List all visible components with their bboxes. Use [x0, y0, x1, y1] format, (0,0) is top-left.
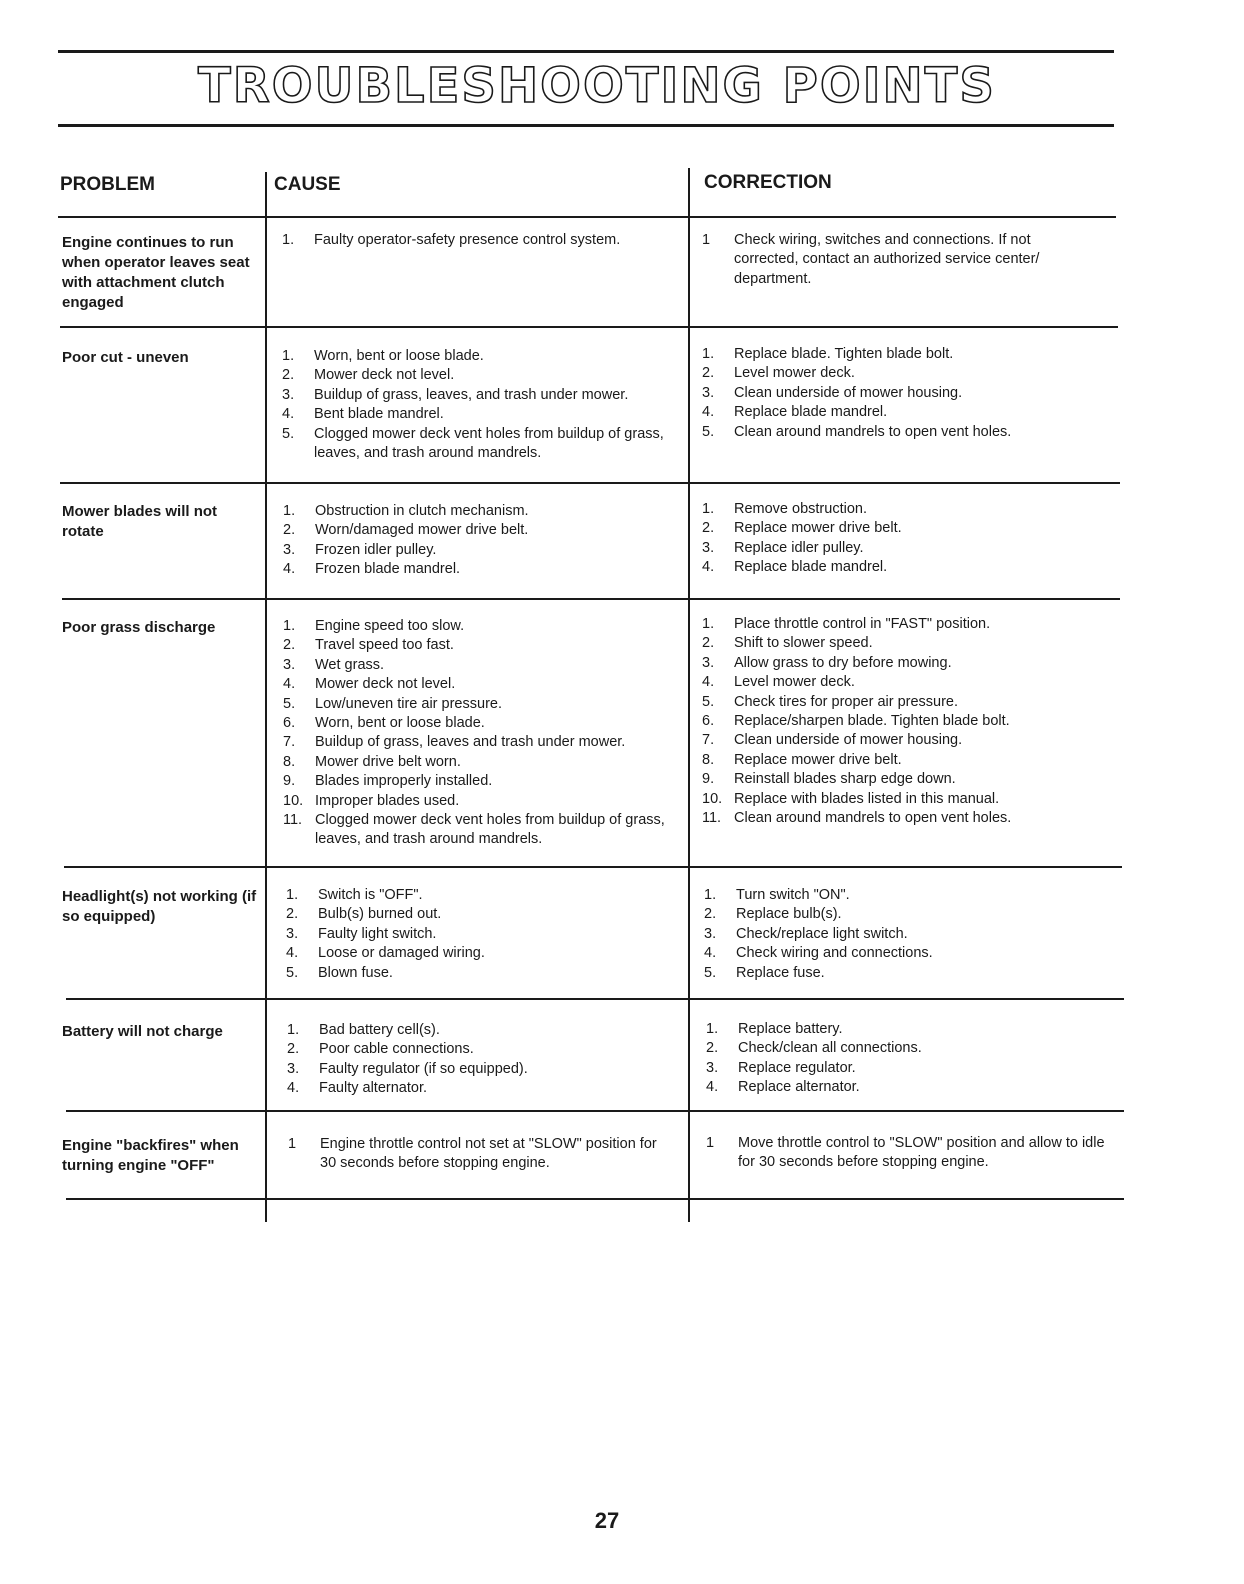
cause-item: 1. Bad battery cell(s).: [287, 1022, 440, 1038]
cause-item: 2. Worn/damaged mower drive belt.: [283, 522, 529, 539]
table-bottom-rule: [66, 1198, 1124, 1200]
correction-list: [706, 1020, 1106, 1098]
cause-item: 5. Blown fuse.: [286, 964, 393, 981]
title-top-rule: [58, 50, 1114, 53]
correction-item: 1. Remove obstruction.: [702, 501, 867, 517]
cause-item: 4. Faulty alternator.: [287, 1080, 427, 1097]
cause-item: 3. Wet grass.: [283, 656, 385, 673]
correction-item: 4. Replace blade mandrel.: [702, 404, 888, 421]
cause-item: 4. Bent blade mandrel.: [282, 406, 444, 423]
correction-item: 10. Replace with blades listed in this manual.: [702, 790, 1000, 807]
correction-item: 2. Check/clean all connections.: [706, 1040, 922, 1057]
problem-headlights: Headlight(s) not working (if so equipped): [62, 888, 257, 925]
cause-item: 1 Engine throttle control not set at "SLOW" position for 30 seconds before stopping engine.: [288, 1136, 657, 1172]
problem-battery: Battery will not charge: [62, 1023, 223, 1040]
correction-list: [702, 345, 1102, 442]
cause-item: 2. Travel speed too fast.: [283, 637, 454, 654]
cause-column-divider: [265, 172, 267, 1222]
correction-list: [702, 231, 1082, 289]
cause-list: [283, 502, 668, 580]
correction-item: 9. Reinstall blades sharp edge down.: [702, 771, 956, 788]
cause-item: 5. Low/uneven tire air pressure.: [283, 695, 502, 712]
cause-item: 1. Engine speed too slow.: [283, 618, 465, 634]
correction-item: 3. Clean underside of mower housing.: [702, 384, 963, 401]
cause-item: 3. Frozen idler pulley.: [283, 541, 437, 558]
title-bottom-rule: [58, 124, 1114, 127]
cause-item: 3. Buildup of grass, leaves, and trash under mower.: [282, 386, 629, 403]
header-problem: PROBLEM: [60, 174, 155, 195]
page-title: TROUBLESHOOTING POINTS: [197, 58, 996, 114]
cause-item: 8. Mower drive belt worn.: [283, 753, 461, 770]
correction-item: 4. Replace alternator.: [706, 1079, 860, 1096]
problem-blades-not-rotate: Mower blades will not rotate: [62, 503, 218, 540]
correction-item: 6. Replace/sharpen blade. Tighten blade bolt.: [702, 713, 1010, 730]
correction-item: 3. Replace regulator.: [706, 1059, 856, 1076]
correction-item: 11. Clean around mandrels to open vent holes.: [702, 810, 1012, 827]
cause-item: 9. Blades improperly installed.: [283, 773, 493, 790]
problem-engine-continues: Engine continues to run when operator leaves seat with attachment clutch engaged: [62, 234, 250, 311]
cause-item: 1. Obstruction in clutch mechanism.: [283, 503, 529, 519]
problem-poor-grass-discharge: Poor grass discharge: [62, 619, 216, 636]
cause-item: 1. Faulty operator-safety presence control system.: [282, 232, 621, 248]
problem-poor-cut: Poor cut - uneven: [62, 349, 189, 366]
correction-item: 1 Check wiring, switches and connections. If not corrected, contact an authorized service center/ department.: [702, 232, 1040, 287]
row-separator: [64, 866, 1122, 868]
correction-item: 1 Move throttle control to "SLOW" position and allow to idle for 30 seconds before stopping engine.: [706, 1135, 1105, 1171]
cause-item: 3. Faulty light switch.: [286, 925, 437, 942]
cause-item: 1. Worn, bent or loose blade.: [282, 348, 484, 364]
correction-item: 1. Replace battery.: [706, 1021, 843, 1037]
header-cause: CAUSE: [274, 174, 341, 195]
cause-list: [288, 1135, 673, 1174]
correction-item: 2. Replace bulb(s).: [704, 906, 842, 923]
correction-item: 3. Check/replace light switch.: [704, 925, 908, 942]
cause-item: 2. Mower deck not level.: [282, 367, 455, 384]
cause-item: 4. Frozen blade mandrel.: [283, 561, 461, 578]
cause-list: [282, 231, 682, 250]
correction-item: 2. Replace mower drive belt.: [702, 520, 902, 537]
correction-item: 3. Allow grass to dry before mowing.: [702, 654, 952, 671]
correction-item: 7. Clean underside of mower housing.: [702, 732, 963, 749]
correction-item: 1. Place throttle control in "FAST" position.: [702, 616, 991, 632]
row-separator: [60, 482, 1120, 484]
correction-item: 1. Replace blade. Tighten blade bolt.: [702, 346, 954, 362]
problem-backfires: Engine "backfires" when turning engine "OFF": [62, 1137, 239, 1174]
row-separator: [60, 326, 1118, 328]
correction-item: 1. Turn switch "ON".: [704, 887, 850, 903]
correction-list: [702, 615, 1112, 828]
correction-item: 5. Replace fuse.: [704, 964, 825, 981]
correction-item: 4. Replace blade mandrel.: [702, 559, 888, 576]
cause-item: 4. Loose or damaged wiring.: [286, 945, 485, 962]
correction-item: 5. Check tires for proper air pressure.: [702, 693, 959, 710]
cause-list: [287, 1021, 672, 1099]
correction-item: 8. Replace mower drive belt.: [702, 751, 902, 768]
header-correction: CORRECTION: [704, 172, 832, 193]
cause-item: 5. Clogged mower deck vent holes from buildup of grass, leaves, and trash around mandrels.: [282, 425, 664, 462]
cause-list: [282, 347, 667, 463]
correction-item: 3. Replace idler pulley.: [702, 539, 864, 556]
correction-item: 4. Level mower deck.: [702, 674, 855, 691]
cause-item: 4. Mower deck not level.: [283, 676, 456, 693]
correction-item: 4. Check wiring and connections.: [704, 945, 933, 962]
correction-item: 2. Shift to slower speed.: [702, 635, 873, 652]
correction-list: [706, 1134, 1106, 1173]
cause-item: 10. Improper blades used.: [283, 792, 460, 809]
row-separator: [58, 216, 1116, 218]
cause-list: [283, 617, 673, 850]
correction-list: [702, 500, 1102, 578]
cause-item: 2. Bulb(s) burned out.: [286, 906, 442, 923]
correction-list: [704, 886, 1104, 983]
cause-item: 2. Poor cable connections.: [287, 1041, 474, 1058]
cause-list: [286, 886, 671, 983]
page-number: 27: [594, 1508, 620, 1533]
cause-item: 7. Buildup of grass, leaves and trash under mower.: [283, 734, 626, 751]
correction-item: 2. Level mower deck.: [702, 365, 855, 382]
cause-item: 1. Switch is "OFF".: [286, 887, 423, 903]
row-separator: [62, 598, 1120, 600]
cause-item: 11. Clogged mower deck vent holes from buildup of grass, leaves, and trash around mandrels.: [283, 812, 665, 848]
cause-item: 6. Worn, bent or loose blade.: [283, 715, 485, 732]
cause-item: 3. Faulty regulator (if so equipped).: [287, 1060, 528, 1077]
row-separator: [66, 998, 1124, 1000]
correction-item: 5. Clean around mandrels to open vent holes.: [702, 423, 1012, 440]
row-separator: [66, 1110, 1124, 1112]
